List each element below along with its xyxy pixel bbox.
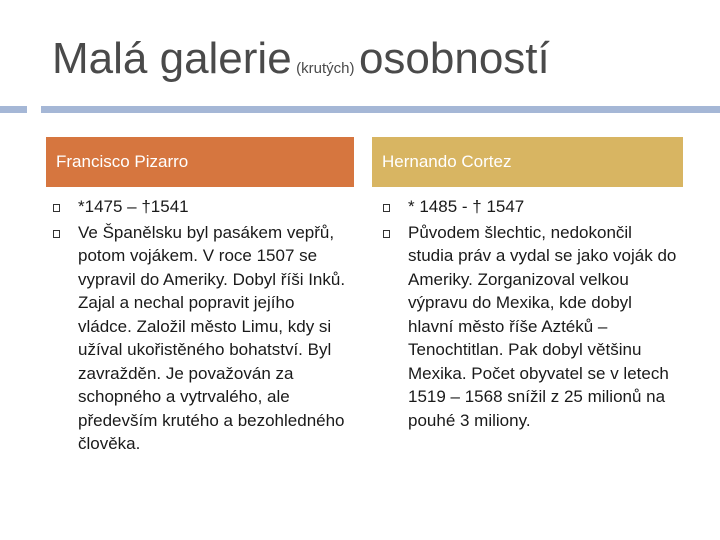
title-small: (krutých) [296, 60, 355, 77]
title-part-2: osobností [358, 34, 550, 83]
accent-rule-left [0, 106, 27, 113]
square-bullet-icon [53, 230, 60, 238]
bullet-list-cortez [382, 195, 682, 434]
slide-title [52, 34, 550, 84]
list-item [52, 221, 352, 456]
list-item [382, 221, 682, 433]
title-part-1: Malá galerie [52, 34, 292, 83]
column-header-cortez: Hernando Cortez [372, 137, 683, 187]
list-item [382, 195, 682, 219]
accent-rule-right [41, 106, 720, 113]
square-bullet-icon [383, 204, 390, 212]
bullet-text: Původem šlechtic, nedokončil studia práv a vydal se jako voják do Ameriky. Zorganizoval velkou výpravu do Mexika, kde dobyl hlavní město říše Aztéků – Tenochtitlan. Pak dobyl většinu Mexika. Počet obyvatel se v letech 1519 – 1568 snížil z 25 milionů na pouhé 3 miliony. [408, 222, 677, 430]
bullet-text: Ve Španělsku byl pasákem vepřů, potom vojákem. V roce 1507 se vypravil do Ameriky. Dobyl říši Inků. Zajal a nechal popravit jejího vládce. Založil město Limu, kdy si užíval ukořistěného bohatství. Byl zavražděn. Je považován za schopného a vytrvalého, ale především krutého a bezohledného člověka. [78, 222, 346, 453]
bullet-text: *1475 – †1541 [78, 197, 189, 216]
square-bullet-icon [383, 230, 390, 238]
list-item [52, 195, 352, 219]
column-header-pizarro: Francisco Pizarro [46, 137, 354, 187]
bullet-text: * 1485 - † 1547 [408, 197, 525, 216]
square-bullet-icon [53, 204, 60, 212]
bullet-list-pizarro [52, 195, 352, 458]
